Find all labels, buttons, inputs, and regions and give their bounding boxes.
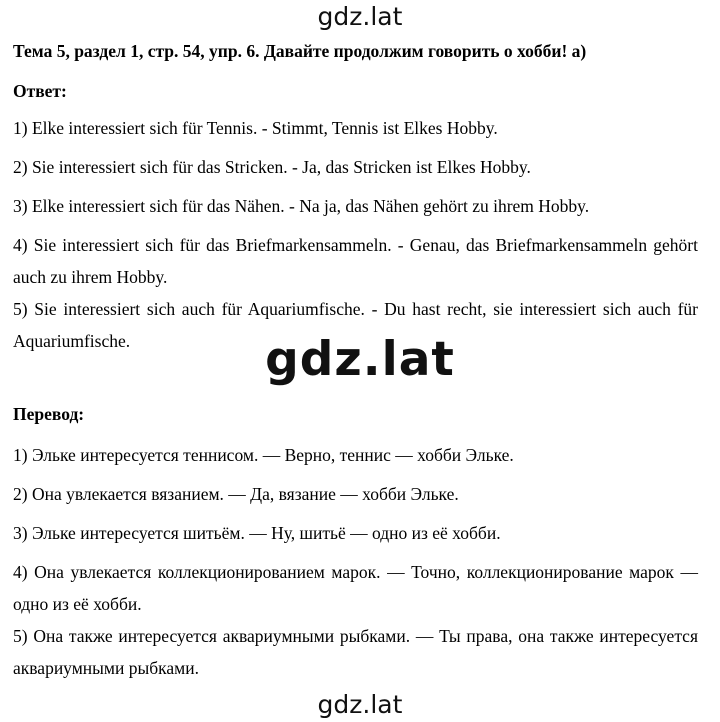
answer-heading: Ответ: xyxy=(13,81,67,101)
answer-item-2: 2) Sie interessiert sich für das Stricken. - Ja, das Stricken ist Elkes Hobby. xyxy=(13,157,531,177)
watermark-bottom: gdz.lat xyxy=(317,690,403,719)
translation-item-3: 3) Эльке интересуется шитьём. — Ну, шитьё — одно из её хобби. xyxy=(13,523,501,543)
answer-item-1: 1) Elke interessiert sich für Tennis. - Stimmt, Tennis ist Elkes Hobby. xyxy=(13,118,498,138)
translation-item-2: 2) Она увлекается вязанием. — Да, вязание — хобби Эльке. xyxy=(13,484,459,504)
answer-item-5: 5) Sie interessiert sich auch für Aquariumfische. - Du hast recht, sie interessiert sich auch für Aquariumfische. xyxy=(13,299,698,351)
answer-item-3: 3) Elke interessiert sich für das Nähen. - Na ja, das Nähen gehört zu ihrem Hobby. xyxy=(13,196,590,216)
translation-item-4: 4) Она увлекается коллекционированием марок. — Точно, коллекционирование марок — одно из её хобби. xyxy=(13,562,698,614)
translation-item-5: 5) Она также интересуется аквариумными рыбками. — Ты права, она также интересуется аквариумными рыбками. xyxy=(13,626,698,678)
translation-item-1: 1) Эльке интересуется теннисом. — Верно, теннис — хобби Эльке. xyxy=(13,445,514,465)
exercise-title: Тема 5, раздел 1, стр. 54, упр. 6. Давайте продолжим говорить о хобби! а) xyxy=(13,41,587,61)
watermark-top: gdz.lat xyxy=(317,2,403,31)
watermark-middle: gdz.lat xyxy=(265,332,455,387)
translation-heading: Перевод: xyxy=(13,404,85,424)
answer-item-4: 4) Sie interessiert sich für das Briefmarkensammeln. - Genau, das Briefmarkensammeln gehört auch zu ihrem Hobby. xyxy=(13,235,698,287)
